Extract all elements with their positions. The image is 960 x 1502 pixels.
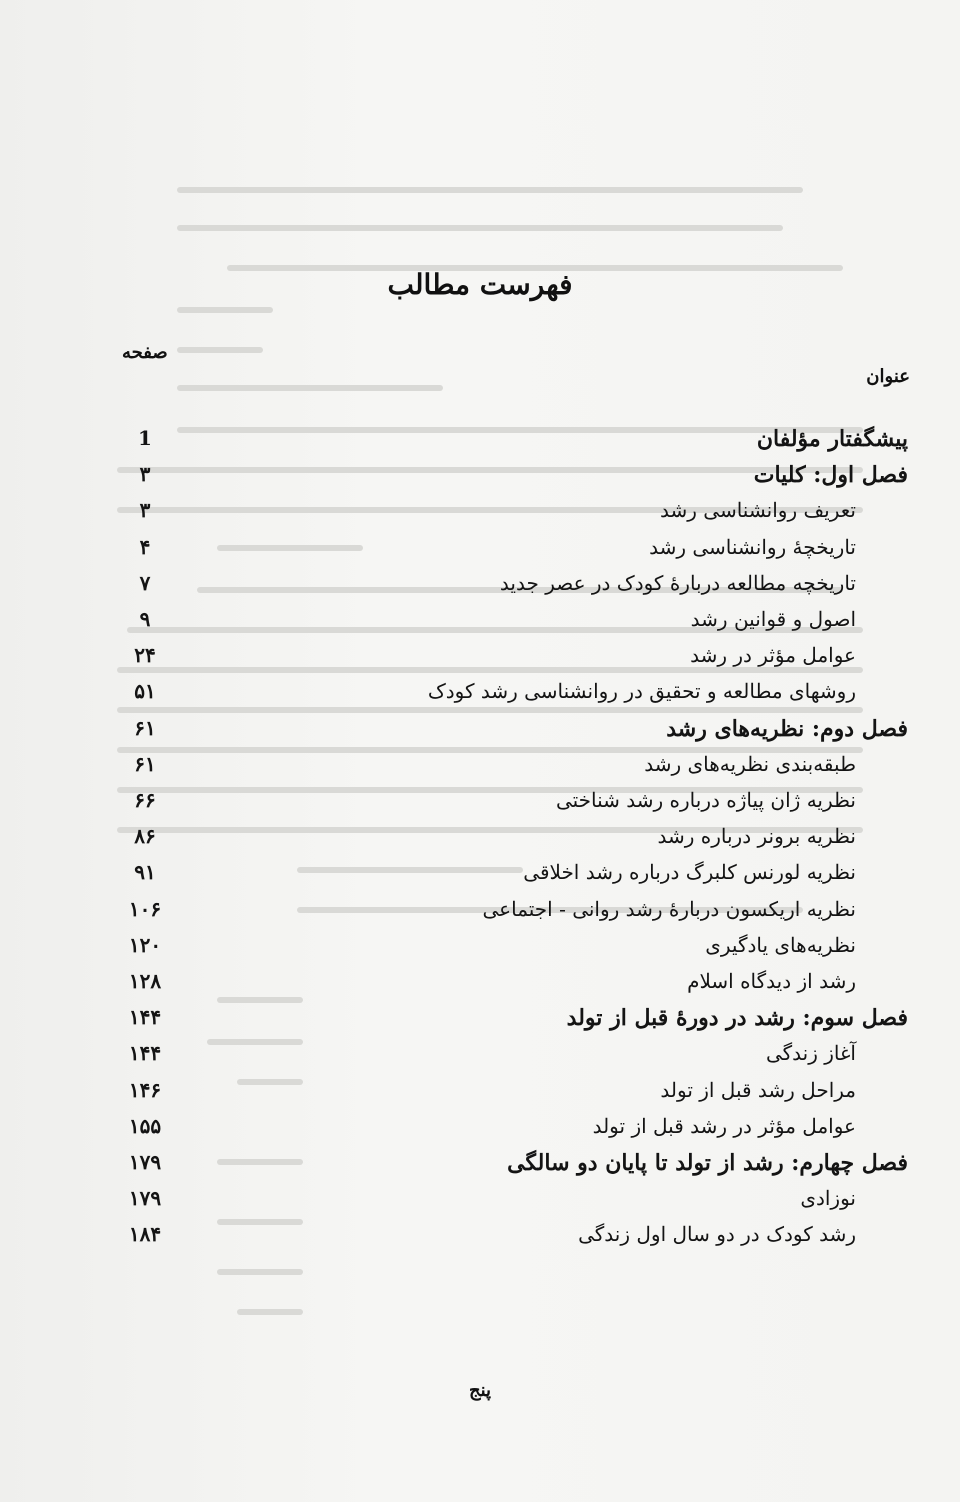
toc-entry-title: [800, 1186, 856, 1210]
toc-section-row[interactable]: [0, 535, 960, 571]
entry-text: آغاز زندگی: [765, 1041, 856, 1066]
toc-entry-title: [660, 1078, 856, 1102]
toc-page-number: ۴: [139, 534, 151, 559]
toc-entry-title: [691, 607, 856, 631]
toc-page-number: ۱۲۸: [128, 969, 162, 993]
toc-entry-title: [483, 897, 857, 921]
toc-entry-title: [687, 969, 856, 993]
entry-text: پیشگفتار مؤلفان: [756, 426, 908, 452]
chapter-heading: فصل دوم:: [811, 715, 908, 742]
toc-page-number: ۸۶: [134, 824, 156, 849]
toc-page-number: ۶۱: [134, 715, 156, 740]
toc-page-number: ۵۱: [134, 679, 156, 704]
toc-page-number: ۹۱: [134, 860, 156, 885]
entry-text: طبقه‌بندی نظریه‌های رشد: [644, 751, 856, 776]
toc-entry-title: [644, 752, 856, 776]
entry-text: نظریه اریکسون دربارهٔ رشد روانی - اجتماعی: [482, 896, 856, 921]
toc-page-number: ۶۶: [134, 788, 156, 812]
toc-section-row[interactable]: [0, 1114, 960, 1150]
toc-entry-title: [690, 643, 856, 667]
entry-text: عوامل مؤثر در رشد: [690, 643, 856, 668]
toc-section-row[interactable]: [0, 860, 960, 896]
toc-chapter-row[interactable]: [0, 426, 960, 462]
entry-text: رشد کودک در دو سال اول زندگی: [578, 1222, 856, 1247]
toc-chapter-row[interactable]: [0, 462, 960, 498]
toc-entry-title: [757, 426, 908, 452]
toc-entry-title: [666, 716, 908, 742]
entry-text: نوزادی: [800, 1186, 856, 1211]
toc-entry-title: [766, 1041, 856, 1065]
toc-page-number: ۱۴۴: [128, 1041, 162, 1066]
toc-section-row[interactable]: [0, 1222, 960, 1258]
column-header-page: صفحه: [122, 342, 168, 363]
toc-entry-title: [507, 1150, 908, 1176]
column-header-title: عنوان: [866, 366, 910, 387]
toc-page-number: ۱۸۴: [128, 1222, 162, 1247]
entry-text: نظریه‌های یادگیری: [705, 932, 856, 957]
toc-section-row[interactable]: [0, 933, 960, 969]
toc-section-row[interactable]: [0, 607, 960, 643]
entry-text: نظریه‌های رشد: [666, 715, 805, 742]
entry-text: نظریه برونر درباره رشد: [657, 824, 856, 849]
toc-section-row[interactable]: [0, 643, 960, 679]
toc-entry-title: [593, 1114, 856, 1138]
toc-entry-title: [657, 824, 856, 848]
toc-entry-title: [556, 788, 856, 812]
toc-section-row[interactable]: [0, 1186, 960, 1222]
entry-text: رشد از تولد تا پایان دو سالگی: [507, 1150, 784, 1176]
toc-section-row[interactable]: [0, 788, 960, 824]
entry-text: کلیات: [753, 462, 806, 489]
toc-page-number: 1: [138, 426, 152, 450]
chapter-heading: فصل چهارم:: [791, 1150, 908, 1176]
toc-chapter-row[interactable]: [0, 1005, 960, 1041]
toc-page-number: ۱۲۰: [128, 932, 162, 957]
entry-text: نظریه لورنس کلبرگ درباره رشد اخلاقی: [523, 860, 856, 885]
toc-page-number: ۶۱: [134, 751, 156, 776]
toc-entry-title: [500, 571, 856, 595]
chapter-heading: فصل سوم:: [802, 1005, 908, 1032]
toc-page-number: ۱۷۹: [128, 1186, 162, 1211]
entry-text: رشد در دورهٔ قبل از تولد: [566, 1005, 795, 1032]
toc-page-number: ۱۰۶: [128, 896, 162, 921]
toc-entry-title: [705, 933, 856, 957]
toc-section-row[interactable]: [0, 1078, 960, 1114]
toc-entry-title: [523, 860, 856, 884]
toc-section-row[interactable]: [0, 824, 960, 860]
toc-page-number: ۳: [139, 462, 151, 487]
toc-page-number: ۳: [139, 498, 151, 523]
page-number-footer: پنج: [468, 1380, 492, 1401]
toc-section-row[interactable]: [0, 679, 960, 715]
toc-page-number: ۱۵۵: [128, 1113, 162, 1138]
toc-entry-title: [649, 535, 856, 559]
chapter-heading: فصل اول:: [813, 462, 908, 489]
toc-page-number: ۷: [139, 570, 151, 595]
toc-chapter-row[interactable]: [0, 716, 960, 752]
entry-text: تعریف روانشناسی رشد: [660, 498, 856, 523]
toc-entry-title: [754, 462, 908, 488]
toc-chapter-row[interactable]: [0, 1150, 960, 1186]
toc-entry-title: [578, 1222, 856, 1246]
entry-text: روشهای مطالعه و تحقیق در روانشناسی رشد کودک: [427, 679, 856, 704]
toc-entry-title: [428, 679, 856, 703]
toc-page-number: ۱۴۴: [128, 1005, 162, 1030]
entry-text: عوامل مؤثر در رشد قبل از تولد: [592, 1113, 856, 1138]
toc-section-row[interactable]: [0, 752, 960, 788]
entry-text: تاریخچهٔ روانشناسی رشد: [649, 534, 856, 559]
toc-section-row[interactable]: [0, 1041, 960, 1077]
entry-text: اصول و قوانین رشد: [690, 607, 856, 631]
entry-text: نظریه ژان پیاژه درباره رشد شناختی: [555, 788, 856, 812]
toc-section-row[interactable]: [0, 571, 960, 607]
toc-section-row[interactable]: [0, 897, 960, 933]
toc-page-number: ۱۴۶: [128, 1077, 162, 1102]
toc-entry-title: [660, 498, 856, 522]
toc-entry-title: [567, 1005, 908, 1031]
toc-section-row[interactable]: [0, 969, 960, 1005]
toc-page-number: ۹: [139, 607, 151, 631]
page-title: فهرست مطالب: [387, 268, 573, 301]
toc-page-number: ۱۷۹: [128, 1150, 162, 1174]
toc-page-number: ۲۴: [134, 643, 156, 668]
entry-text: مراحل رشد قبل از تولد: [660, 1077, 856, 1102]
entry-text: تاریخچه مطالعه دربارهٔ کودک در عصر جدید: [499, 570, 856, 595]
toc-section-row[interactable]: [0, 498, 960, 534]
entry-text: رشد از دیدگاه اسلام: [687, 969, 856, 993]
